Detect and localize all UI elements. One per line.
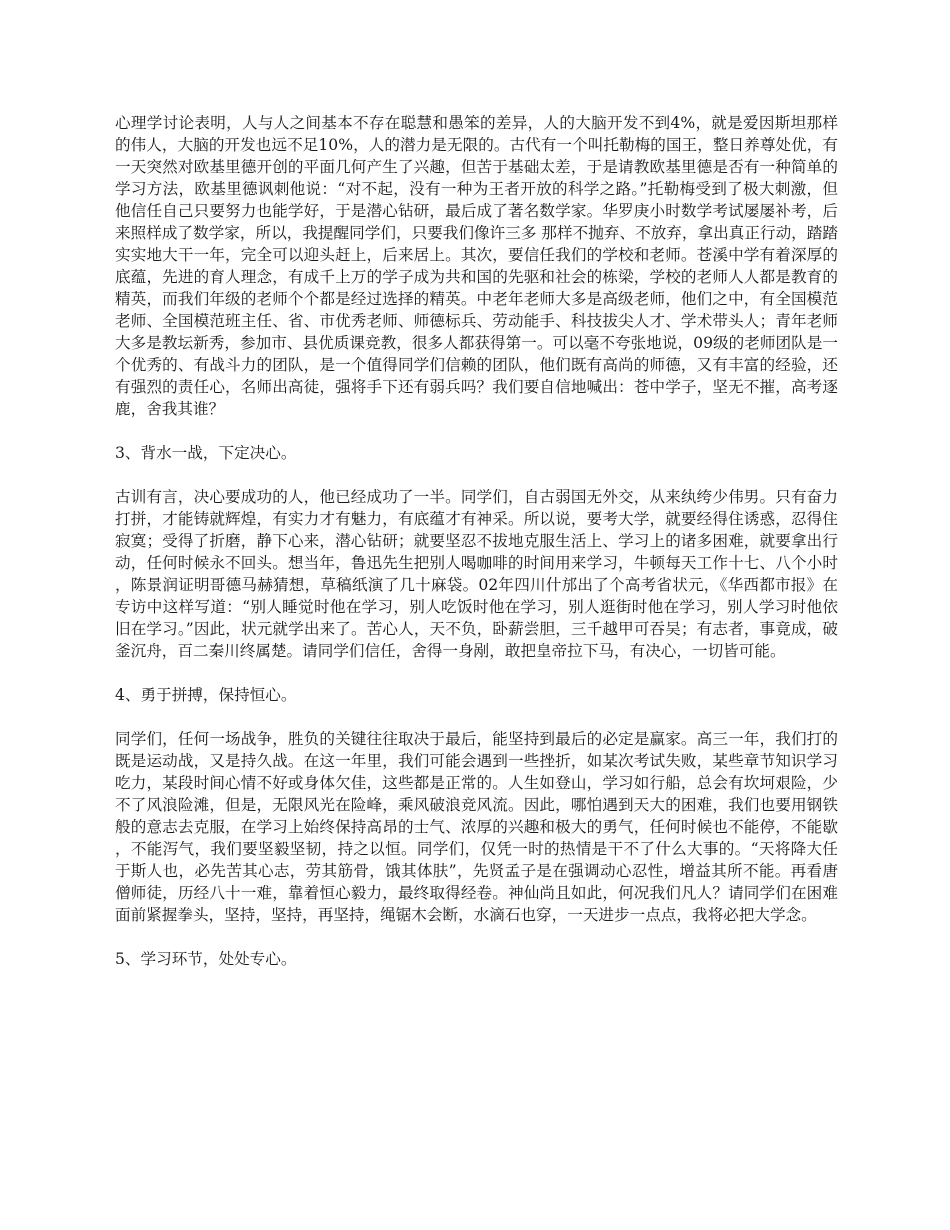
document-page — [115, 112, 838, 992]
section-heading-5: 5、学习环节，处处专心。 — [115, 950, 297, 968]
paragraph-determination: 古训有言，决心要成功的人，他已经成功了一半。同学们，自古弱国无外交，从来纨绔少伟男。只有奋力打拼，才能铸就辉煌，有实力才有魅力，有底蕴才有神采。所以说，要考大学，就要经得住诱惑，忍得住寂寞；受得了折磨，静下心来，潜心钻研；就要坚忍不拔地克服生活上、学习上的诸多困难，就要拿出行动，任何时候永不回头。想当年，鲁迅先生把别人喝咖啡的时间用来学习，牛顿每天工作十七、八个小时，陈景润证明哥德马赫猜想，草稿纸演了几十麻袋。02年四川什邡出了个高考省状元，《华西都市报》在专访中这样写道：“别人睡觉时他在学习，别人吃饭时他在学习，别人逛街时他在学习，别人学习时他依旧在学习。”因此，状元就学出来了。苦心人，天不负，卧薪尝胆，三千越甲可吞吴；有志者，事竟成，破釜沉舟，百二秦川终属楚。请同学们信任，舍得一身剐，敢把皇帝拉下马，有决心，一切皆可能。 — [115, 488, 838, 660]
paragraph-confidence-in-potential: 心理学讨论表明，人与人之间基本不存在聪慧和愚笨的差异，人的大脑开发不到4%，就是爱因斯坦那样的伟人，大脑的开发也远不足10%，人的潜力是无限的。古代有一个叫托勒梅的国王，整日养尊处优，有一天突然对欧基里德开创的平面几何产生了兴趣，但苦于基础太差，于是请教欧基里德是否有一种简单的学习方法，欧基里德讽刺他说：“对不起，没有一种为王者开放的科学之路。”托勒梅受到了极大刺激，但他信任自己只要努力也能学好，于是潜心钻研，最后成了著名数学家。华罗庚小时数学考试屡屡补考，后来照样成了数学家，所以，我提醒同学们，只要我们像许三多 那样不抛弃、不放弃，拿出真正行动，踏踏实实地大干一年，完全可以迎头赶上，后来居上。其次，要信任我们的学校和老师。苍溪中学有着深厚的底蕴，先进的育人理念，有成千上万的学子成为共和国的先驱和社会的栋梁，学校的老师人人都是教育的精英，而我们年级的老师个个都是经过选择的精英。中老年老师大多是高级老师，他们之中，有全国模范老师、全国模范班主任、省、市优秀老师、师德标兵、劳动能手、科技拔尖人才、学术带头人；青年老师大多是教坛新秀，参加市、县优质课竞教，很多人都获得第一。可以毫不夸张地说，09级的老师团队是一个优秀的、有战斗力的团队，是一个值得同学们信赖的团队，他们既有高尚的师德，又有丰富的经验，还有强烈的责任心，名师出高徒，强将手下还有弱兵吗？我们要自信地喊出：苍中学子，坚无不摧，高考逐鹿，舍我其谁？ — [115, 114, 838, 418]
section-heading-4: 4、勇于拼搏，保持恒心。 — [115, 686, 297, 704]
section-heading-3: 3、背水一战，下定决心。 — [115, 444, 297, 462]
paragraph-perseverance: 同学们，任何一场战争，胜负的关键往往取决于最后，能坚持到最后的必定是赢家。高三一年，我们打的既是运动战，又是持久战。在这一年里，我们可能会遇到一些挫折，如某次考试失败，某些章节知识学习吃力，某段时间心情不好或身体欠佳，这些都是正常的。人生如登山，学习如行船，总会有坎坷艰险，少不了风浪险滩，但是，无限风光在险峰，乘风破浪竞风流。因此，哪怕遇到天大的困难，我们也要用钢铁般的意志去克服，在学习上始终保持高昂的士气、浓厚的兴趣和极大的勇气，任何时候也不能停，不能歇，不能泻气，我们要坚毅坚韧，持之以恒。同学们，仅凭一时的热情是干不了什么大事的。“天将降大任于斯人也，必先苦其心志，劳其筋骨，饿其体肤”，先贤孟子是在强调动心忍性，增益其所不能。再看唐僧师徒，历经八十一难，靠着恒心毅力，最终取得经卷。神仙尚且如此，何况我们凡人？请同学们在困难面前紧握拳头，坚持，坚持，再坚持，绳锯木会断，水滴石也穿，一天进步一点点，我将必把大学念。 — [115, 730, 838, 924]
